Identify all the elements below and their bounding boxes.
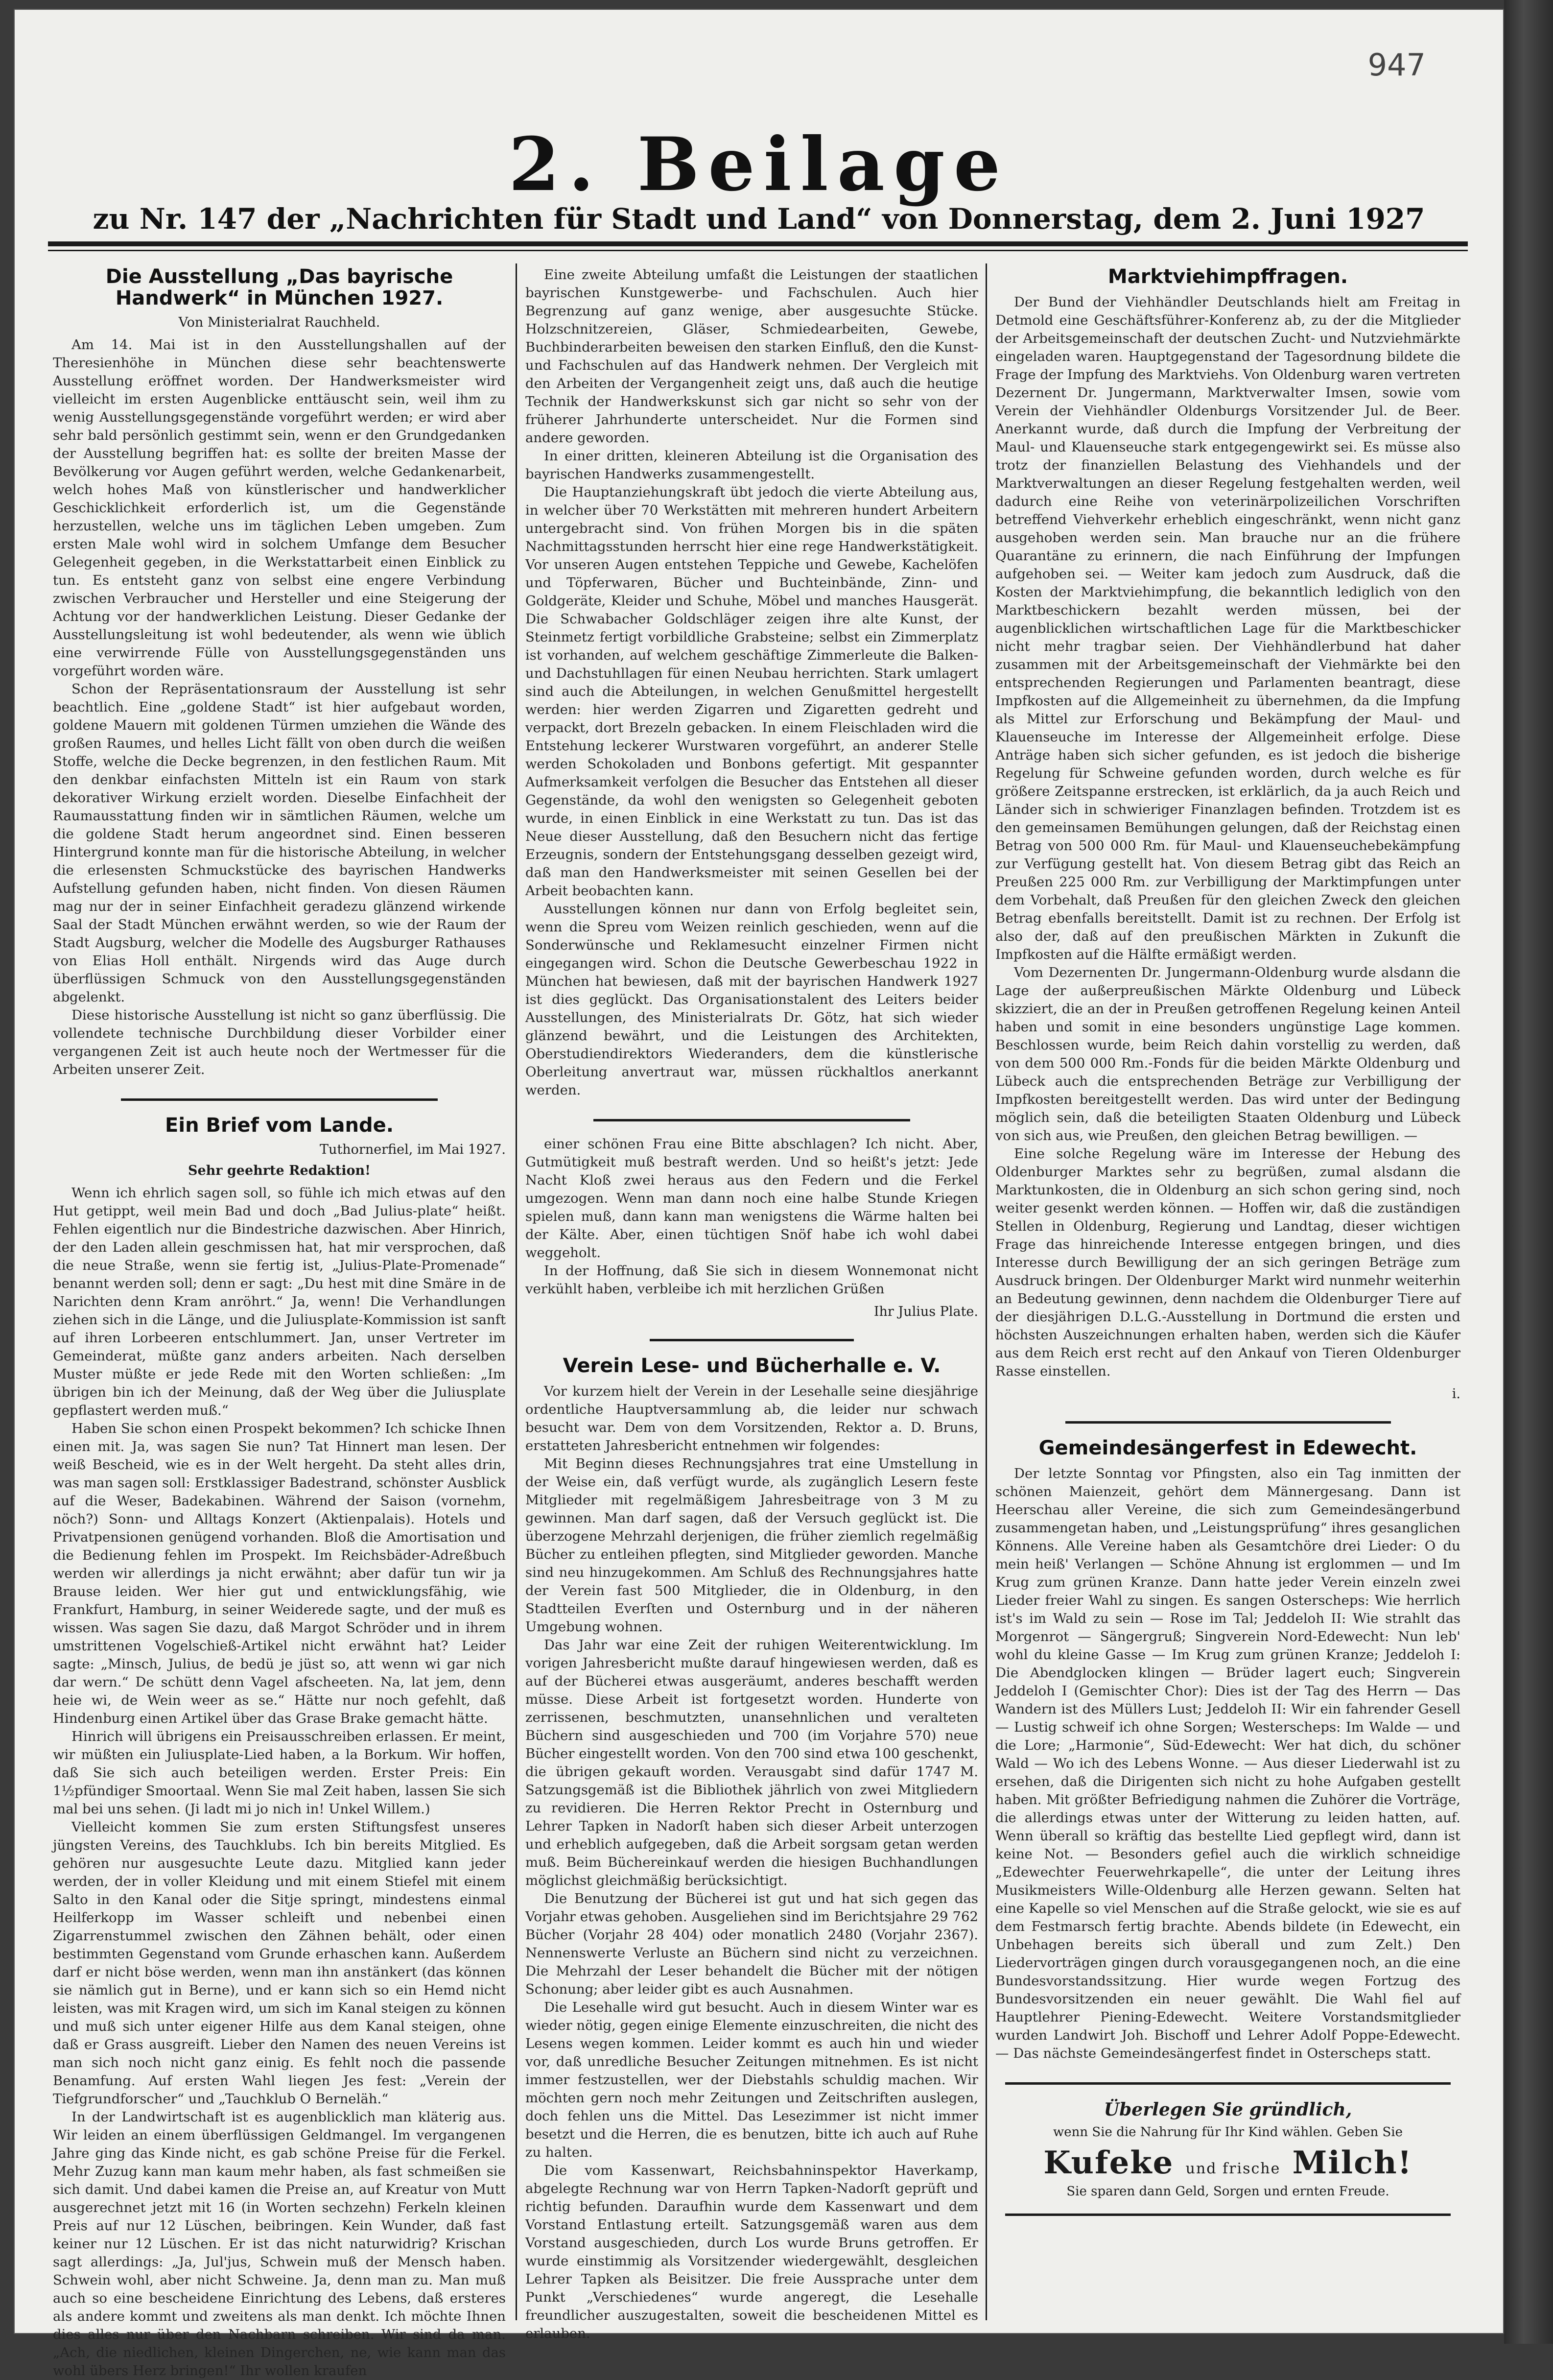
ad-tagline: Sie sparen dann Geld, Sorgen und ernten Freude. — [1066, 2184, 1389, 2199]
article-paragraph: Das Jahr war eine Zeit der ruhigen Weiterentwicklung. Im vorigen Jahresbericht mußte darauf hingewiesen werden, daß es auf der Bücherei etwas ausgeräumt, anderes beschafft werden müsse. Diese Arbeit ist fortgesetzt worden. Hunderte von zerrissenen, beschmutzten, unansehnlichen und veralteten Büchern sind ausgeschieden und 700 (im Vorjahre 570) neue Bücher eingestellt worden. Von den 700 sind etwa 100 geschenkt, die übrigen gekauft worden. Verausgabt sind dafür 1747 M. Satzungsgemäß ist die Bibliothek jährlich von zwei Mitgliedern zu revidieren. Die Herren Rektor Precht in Osternburg und Lehrer Tapken in Nadorſt haben sich dieser Arbeit unterzogen und erheblich aufgegeben, daß die Arbeit sorgsam getan werden muß. Beim Büchereinkauf werden die hiesigen Buchhandlungen möglichst gleichmäßig berücksichtigt. — [525, 1637, 978, 1888]
ad-product: Milch! — [1292, 2144, 1412, 2181]
article-exhibition-continued — [525, 266, 978, 1099]
article-signature: i. — [1452, 1386, 1460, 1402]
article-paragraph: Der letzte Sonntag vor Pfingsten, also ein Tag inmitten der schönen Maienzeit, gehört dem Männergesang. Dann ist Heerschau aller Vereine, die sich zum Gemeindesängerbund zusammengetan haben, und „Leistungsprüfung“ ihres gesanglichen Könnens. Alle Vereine haben als Gesamtchöre drei Lieder: O du mein heiß' Verlangen — Schöne Ahnung ist erglommen — und Im Krug zum grünen Kranze. Dann hatte jeder Verein einzeln zwei Lieder freier Wahl zu singen. Es sangen Osterscheps: Wie herrlich ist's im Wald zu sein — Rose im Tal; Jeddeloh II: Wie strahlt das Morgenrot — Sängergruß; Singverein Nord-Edewecht: Nun leb' wohl du kleine Gasse — Im Krug zum grünen Kranze; Jeddeloh I: Die Abendglocken klingen — Brüder lagert euch; Singverein Jeddeloh I (Gemischter Chor): Dies ist der Tag des Herrn — Das Wandern ist des Müllers Lust; Jeddeloh II: Wir ein fahrender Gesell — Lustig schweif ich ohne Sorgen; Westerscheps: Im Walde — und die Lore; „Harmonie“, Süd-Edewecht: Wer hat dich, du schöner Wald — Wo ich des Lebens Wonne. — Aus dieser Liederwahl ist zu ersehen, daß die Dirigenten sich nicht zu hohe Aufgaben gestellt haben. Mit größter Befriedigung nahmen die Zuhörer die Vorträge, die allerdings etwas unter der Witterung zu leiden hatten, auf. Wenn überall so kräftig das bestellte Lied gepflegt wird, dann ist keine Not. — Besonders gefiel auch die wirklich schneidige „Edewechter Feuerwehrkapelle“, die unter der Leitung ihres Musikmeisters Wille-Oldenburg alle Herzen gewann. Selten hat eine Kapelle so viel Menschen auf die Straße gelockt, wie sie es auf dem Festmarsch fertig brachte. Abends bildete (in Edewecht, ein Unbehagen bereits sich überall und zum Zelt.) Den Liedervorträgen gingen durch vorausgegangenen noch, an die eine Bundesvorstandssitzung. Hier wurde wegen Fortzug des Bundesvorsitzenden ein neuer gewählt. Die Wahl fiel auf Hauptlehrer Piening-Edewecht. Weitere Vorstandsmitglieder wurden Landwirt Joh. Bischoff und Lehrer Adolf Poppe-Edewecht. — Das nächste Gemeindesängerfest findet in Osterscheps statt. — [995, 1466, 1460, 2061]
article-paragraph: Ausstellungen können nur dann von Erfolg begleitet sein, wenn die Spreu vom Weizen reinlich geschieden, wenn auf die Sonderwünsche und Reklamesucht einzelner Firmen nicht eingegangen wird. Schon die Deutsche Gewerbeschau 1922 in München hat bewiesen, daß mit der bayrischen Handwerk 1927 ist dies geglückt. Das Organisationstalent des Leiters beider Ausstellungen, des Ministerialrats Dr. Götz, hat sich wieder glänzend bewährt, und die Leistungen des Architekten, Oberstudiendirektors Wiederanders, dem die künstlerische Oberleitung anvertraut war, müssen rückhaltlos anerkannt werden. — [525, 901, 978, 1098]
article-vaccination — [995, 266, 1460, 1402]
article-separator — [593, 1119, 911, 1121]
article-paragraph: In der Landwirtschaft ist es augenblicklich man kläterig aus. Wir leiden an einem überflüssigen Geldmangel. Im vergangenen Jahre ging das Kinde nicht, es gab schöne Preise für die Ferkel. Mehr Zuzug kann man kaum mehr haben, als fast schmeißen sie sich damit. Und dabei kamen die Preise an, auf Kreatur von Mutt ausgerechnet jetzt mit 16 (in Worten sechzehn) Ferkeln kleinen Preis auf nur 12 Lüschen, beibringen. Kein Wunder, daß fast keiner nur 12 Lüschen. Er ist das nicht naturwidrig? Krischan sagt allerdings: „Ja, Jul'jus, Schwein muß der Mensch haben. Schwein wohl, aber nicht Schweine. Ja, denn man zu. Man muß auch so eine bescheidene Einrichtung des Lebens, daß ersteres als andere kommt und zweitens als man denkt. Ich möchte Ihnen dies alles nur über den Nachbarn schreiben. Wir sind da man. „Ach, die niedlichen, kleinen Dingerchen, ne, wie kann man das wohl übers Herz bringen!“ Ihr wollen kraufen — [53, 2109, 506, 2379]
ad-text: wenn Sie die Nahrung für Ihr Kind wählen. Geben Sie — [1053, 2125, 1403, 2140]
article-letter — [53, 1115, 506, 2380]
article-singing-festival — [995, 1437, 1460, 2063]
article-paragraph: Schon der Repräsentationsraum der Ausstellung ist sehr beachtlich. Eine „goldene Stadt“ ist hier aufgebaut worden, goldene Mauern mit goldenen Türmen umziehen die Wände des großen Raumes, und helles Licht fällt von oben durch die weißen Stoffe, welche die Decke begrenzen, in den festlichen Raum. Mit den denkbar einfachsten Mitteln ist ein Raum von stark dekorativer Wirkung erzielt worden. Dieselbe Einfachheit der Raumausstattung finden wir in sämtlichen Räumen, welche um die goldene Stadt herum angeordnet sind. Einen besseren Hintergrund konnte man für die historische Abteilung, in welcher die erlesensten Schmuckstücke des bayrischen Handwerks Aufstellung gefunden haben, nicht finden. Von diesen Räumen mag nur der in seiner Einfachheit geradezu glänzend wirkende Saal der Stadt München erwähnt werden, so wie der Raum der Stadt Augsburg, welcher die Modelle des Augsburger Rathauses von Elias Holl enthält. Nirgends wird das Auge durch überflüssigen Schmuck von den Ausstellungsgegenständen abgelenkt. — [53, 681, 506, 1005]
ad-brand-connector: und frische — [1185, 2160, 1281, 2177]
article-paragraph: Haben Sie schon einen Prospekt bekommen? Ich schicke Ihnen einen mit. Ja, was sagen Sie nun? Tat Hinnert man lesen. Der weiß Bescheid, wie es in der Welt hergeht. Da steht alles drin, was man sagen soll: Erstklassiger Badestrand, schönster Ausblick auf die Weser, Badekabinen. Während der Saison (vornehm, nöch?) Sonn- und Alltags Konzert (Aktienpalais). Hotels und Privatpensionen genügend vorhanden. Bloß die Amortisation und die Bedienung fehlen im Prospekt. Im Reichsbäder-Adreßbuch werden wir allerdings ja nicht erwähnt; aber dafür tun wir ja Brause leiden. Wer hier gut und entwicklungsfähig, wie Frankfurt, Hamburg, in seiner Weiderede sagte, und der muß es wissen. Was sagen Sie dazu, daß Margot Schröder und in ihrem umstrittenen Vogelschieß-Artikel nicht erwähnt hat? Leider sagte: „Minsch, Julius, de bedü je jüst so, att wenn wi gar nich dar wern.“ De schütt denn Vagel afscheeten. Na, lat jem, denn heie wi, de Wein weer as se.“ Hätte nur noch gefehlt, daß Hindenburg einen Artikel über das Grase Brake gemacht hätte. — [53, 1421, 506, 1726]
article-separator — [1065, 1421, 1391, 1424]
article-paragraph: Der Bund der Viehhändler Deutschlands hielt am Freitag in Detmold eine Geschäftsführer-Konferenz ab, zu der die Mitglieder der Arbeitsgemeinschaft der deutschen Zucht- und Nutzviehmärkte eingeladen waren. Hauptgegenstand der Tagesordnung bildete die Frage der Impfung des Marktviehs. Von Oldenburg waren vertreten Dezernent Dr. Jungermann, Marktverwalter Imsen, sowie vom Verein der Viehhändler Oldenburgs Vorsitzender Jul. de Beer. Anerkannt wurde, daß durch die Impfung der Verbreitung der Maul- und Klauenseuche stark entgegengewirkt sei. Es müsse also trotz der finanziellen Belastung des Viehhandels und der Marktverwaltungen an dieser Regelung festgehalten werden, weil dadurch eine Reihe von veterinärpolizeilichen Vorschriften betreffend Viehverkehr erheblich eingeschränkt, wenn nicht ganz ausgehoben werden sein. Man brauche nur an die frühere Quarantäne zu erinnern, die nach Einführung der Impfungen aufgehoben sei. — Weiter kam jedoch zum Ausdruck, daß die Kosten der Marktviehimpfung, die bekanntlich lediglich von den Marktbeschickern bezahlt werden müssen, bei der augenblicklichen wirtschaftlichen Lage für die Marktbeschicker nicht mehr tragbar seien. Der Viehhändlerbund hat daher zusammen mit der Arbeitsgemeinschaft der Viehmärkte bei den entsprechenden Regierungen und Parlamenten beantragt, diese Impfkosten auf die Allgemeinheit zu übernehmen, da die Impfung als Mittel zur Erforschung und Bekämpfung der Maul- und Klauenseuche im Interesse der Allgemeinheit erfolge. Diese Anträge haben sich sicher gefunden, es ist jedoch die bisherige Regelung für Schweine gefunden worden, durch welche es für größere Zeitspanne erstrecken, ist erklärlich, da ja auch Reich und Länder sich in schwieriger Finanzlagen befinden. Trotzdem ist es den gemeinsamen Bemühungen gelungen, daß der Reichstag einen Betrag von 500 000 Rm. für Maul- und Klauenseuchebekämpfung zur Verfügung gestellt hat. Von diesem Betrag gibt das Reich an Preußen 225 000 Rm. zur Verbilligung der Marktimpfungen unter dem Vorbehalt, daß Preußen für den gleichen Zweck den gleichen Betrag ebenfalls bereitstellt. Damit ist zu rechnen. Der Erfolg ist also der, daß auf den preußischen Märkten in Zukunft die Impfkosten auf die Hälfte ermäßigt werden. — [995, 294, 1460, 962]
ad-brand: Kufeke — [1043, 2144, 1174, 2181]
article-paragraph: Diese historische Ausstellung ist nicht so ganz überflüssig. Die vollendete technische Durchbildung dieser Vorbilder einer vergangenen Zeit ist auch heute noch der Wertmesser für die Arbeiten unserer Zeit. — [53, 1007, 506, 1077]
ad-brand-line — [1010, 2144, 1446, 2181]
article-paragraph: Die Benutzung der Bücherei ist gut und hat sich gegen das Vorjahr etwas gehoben. Ausgeliehen sind im Berichtsjahre 29 762 Bücher (Vorjahr 28 404) oder monatlich 2480 (Vorjahr 2367). Nennenswerte Verluste an Büchern sind nicht zu verzeichnen. Die Mehrzahl der Leser behandelt die Bücher mit der nötigen Schonung; aber leider gibt es auch Ausnahmen. — [525, 1891, 978, 1997]
column-divider-1 — [516, 263, 517, 2320]
newspaper-page — [14, 9, 1504, 2379]
article-headline: Marktviehimpffragen. — [1107, 265, 1348, 288]
column-middle — [525, 266, 979, 2341]
supplement-subtitle: zu Nr. 147 der „Nachrichten für Stadt und Land“ von Donnerstag, dem 2. Juni 1927 — [93, 202, 1425, 236]
article-library — [525, 1355, 978, 2343]
article-paragraph: In einer dritten, kleineren Abteilung ist die Organisation des bayrischen Handwerks zusammengestellt. — [525, 448, 978, 482]
article-paragraph: einer schönen Frau eine Bitte abschlagen? Ich nicht. Aber, Gutmütigkeit muß bestraft werden. Und so heißt's jetzt: Jede Nacht Kloß zwei heraus aus den Federn und die Ferkel umgezogen. Wenn man dann noch eine halbe Stunde Kriegen spielen muß, dann kann man wenigstens die Wärme halten bei der Kälte. Aber, einen tüchtigen Snöf habe ich wohl dabei weggeholt. — [525, 1136, 978, 1261]
article-dateline: Tuthornerfiel, im Mai 1927. — [320, 1142, 506, 1157]
article-headline: Gemeindesängerfest in Edewecht. — [1038, 1437, 1417, 1459]
supplement-title: 2. Beilage — [508, 121, 1010, 208]
letter-salutation: Sehr geehrte Redaktion! — [188, 1163, 371, 1178]
header-rule-thick — [48, 241, 1468, 246]
article-exhibition — [53, 266, 506, 1079]
article-paragraph: Die Lesehalle wird gut besucht. Auch in diesem Winter war es wieder nötig, gegen einige Elemente einzuschreiten, die nicht des Lesens wegen kommen. Leider kommt es auch hin und wieder vor, daß unredliche Besucher Zeitungen mitnehmen. Es ist nicht immer festzustellen, wer der Diebstahls schuldig machen. Wir möchten gern noch mehr Zeitungen und Zeitschriften auslegen, doch fehlen uns die Mittel. Das Lesezimmer ist nicht immer besetzt und die Herren, die es benutzen, bitte ich auch auf Ruhe zu halten. — [525, 1999, 979, 2160]
article-paragraph: Hinrich will übrigens ein Preisausschreiben erlassen. Er meint, wir müßten ein Juliusplate-Lied haben, a la Borkum. Wir hoffen, daß Sie sich auch beteiligen werden. Erster Preis: Ein 1½pfündiger Smoortaal. Wenn Sie mal Zeit haben, lassen Sie sich mal bei uns sehen. (Ji ladt mi jo nich in! Unkel Willem.) — [53, 1729, 506, 1817]
advertisement-kufeke — [1005, 2082, 1451, 2216]
article-headline: Die Ausstellung „Das bayrische Handwerk“ in München 1927. — [105, 265, 453, 309]
column-right — [995, 266, 1460, 2320]
article-headline: Verein Lese- und Bücherhalle e. V. — [563, 1355, 941, 1377]
article-separator — [121, 1098, 438, 1101]
article-paragraph: Am 14. Mai ist in den Ausstellungshallen auf der Theresienhöhe in München diese sehr beachtenswerte Ausstellung eröffnet worden. Der Handwerksmeister wird vielleicht im ersten Augenblicke enttäuscht sein, weil ihm zu wenig Ausstellungsgegenstände vorgeführt werden; er wird aber sehr bald persönlich gestimmt sein, wenn er den Grundgedanken der Ausstellung begriffen hat: es sollte der breiten Masse der Bevölkerung vor Augen geführt werden, welche Gedankenarbeit, welch hohes Maß von künstlerischer und handwerklicher Geschicklichkeit erforderlich ist, um die Gegenstände herzustellen, welche uns im täglichen Leben umgeben. Zum ersten Male wohl wird in solchem Umfange dem Besucher Gelegenheit gegeben, in die Werkstattarbeit einen Einblick zu tun. Es entsteht ganz von selbst eine engere Verbindung zwischen Verbraucher und Hersteller und eine Steigerung der Achtung vor der handwerklichen Leistung. Dieser Gedanke der Ausstellungsleitung ist wohl bedeutender, als wenn wie üblich eine verwirrende Fülle von Ausstellungsgegenständen uns vorgeführt worden wäre. — [53, 337, 506, 679]
article-separator — [650, 1339, 853, 1341]
article-paragraph: Eine solche Regelung wäre im Interesse der Hebung des Oldenburger Marktes sehr zu begrüßen, zumal alsdann die Marktunkosten, die in Oldenburg an sich schon gering sind, noch weiter gesenkt werden können. — Hoffen wir, daß die zuständigen Stellen in Oldenburg, Regierung und Landtag, dieser wichtigen Frage das hinreichende Interesse entgegen bringen, und dies Interesse durch Bewilligung der an sich geringen Beträge zum Ausdruck bringen. Der Oldenburger Markt wird nunmehr weiterhin an Bedeutung gewinnen, denn nachdem die Oldenburger Tiere auf der diesjährigen D.L.G.-Ausstellung in Dortmund die ersten und höchsten Auszeichnungen erhalten haben, werden sich die Käufer aus dem Reich erst recht auf den Ankauf von Tieren Oldenburger Rasse einstellen. — [995, 1146, 1460, 1379]
column-divider-2 — [986, 263, 987, 2320]
article-paragraph: Vielleicht kommen Sie zum ersten Stiftungsfest unseres jüngsten Vereins, des Tauchklubs. Ich bin bereits Mitglied. Es gehören nur ausgesuchte Leute dazu. Mitglied kann jeder werden, der in voller Kleidung und mit einem Stiefel mit einem Salto in den Kanal oder die Sitje springt, mindestens einmal Heilferkopp im Wasser schleift und nebenbei einen Zigarrenstummel zwischen den Zähnen behält, oder einen bestimmten Gegenstand vom Grunde erhaschen kann. Außerdem darf er nicht böse werden, wenn man ihn anstänkert (das können sie nämlich gut in Berne), und er kann sich so ein Hemd nicht leisten, was mit Kragen wird, um sich im Kanal steigen zu können und muß sich unter eigener Hilfe aus dem Kanal steigen, ohne daß er Grass ausgreift. Lieber den Namen des neuen Vereins ist man sich noch nicht ganz einig. Es fehlt noch die passende Benamfung. Auf ersten Wahl liegen Jes fest: „Verein der Tiefgrundforscher“ und „Tauchklub O Berneläh.“ — [53, 1819, 506, 2107]
article-paragraph: Wenn ich ehrlich sagen soll, so fühle ich mich etwas auf den Hut getippt, weil mein Bad und doch „Bad Julius-plate“ heißt. Fehlen eigentlich nur die Bindestriche dazwischen. Aber Hinrich, der den Laden allein geschmissen hat, hat mir versprochen, daß die neue Straße, wenn sie fertig ist, „Julius-Plate-Promenade“ benannt werden soll; denn er sagt: „Du hest mit dine Smäre in de Narichten denn Kram anröhrt.“ Ja, wenn! Die Verhandlungen ziehen sich in die Länge, und die Juliusplate-Kommission ist sanft auf ihren Lorbeeren entschlummert. Jan, unser Vertreter im Gemeinderat, müßte ganz anders arbeiten. Nach derselben Muster müßte er jede Rede mit den Worten schließen: „Im übrigen bin ich der Meinung, daß der Weg über die Juliusplate gepflastert werden muß.“ — [53, 1185, 506, 1418]
ad-headline: Überlegen Sie gründlich, — [1104, 2099, 1352, 2120]
article-paragraph: In der Hoffnung, daß Sie sich in diesem Wonnemonat nicht verkühlt haben, verbleibe ich mit herzlichen Grüßen — [525, 1263, 978, 1297]
article-paragraph: Eine zweite Abteilung umfaßt die Leistungen der staatlichen bayrischen Kunstgewerbe- und Fachschulen. Auch hier Begrenzung auf ganz wenige, aber ausgesuchte Stücke. Holzschnitzereien, Gläser, Schmiedearbeiten, Gewebe, Buchbinderarbeiten beweisen den starken Einfluß, den die Kunst- und Fachschulen auf das Handwerk nehmen. Der Vergleich mit den Arbeiten der Vergangenheit zeigt uns, daß auch die heutige Technik der Handwerkskunst sich gar nicht so sehr von der früherer Jahrhunderte unterscheidet. Nur die Formen sind andere geworden. — [525, 267, 978, 446]
article-paragraph: Vor kurzem hielt der Verein in der Lesehalle seine diesjährige ordentliche Hauptversammlung ab, die leider nur schwach besucht war. Dem von dem Vorsitzenden, Rektor a. D. Bruns, erstatteten Jahresbericht entnehmen wir folgendes: — [525, 1383, 978, 1453]
book-binding-edge — [1504, 0, 1553, 2344]
header-rule-thin — [48, 250, 1468, 251]
article-paragraph: Vom Dezernenten Dr. Jungermann-Oldenburg wurde alsdann die Lage der außerpreußischen Märkte Oldenburg und Lübeck skizziert, die an der in Preußen getroffenen Regelung keinen Anteil haben und somit in eine besonders ungünstige Lage kommen. Beschlossen wurde, beim Reich dahin vorstellig zu werden, daß von dem 500 000 Rm.-Fonds für die beiden Märkte Oldenburg und Lübeck auch die entsprechenden Beträge zur Verbilligung der Impfkosten bereitgestellt werden. Das wird unter der Bedingung möglich sein, daß die beteiligten Staaten Oldenburg und Lübeck von sich aus, wie Preußen, den gleichen Betrag bewilligen. — — [995, 965, 1460, 1143]
article-paragraph: Mit Beginn dieses Rechnungsjahres trat eine Umstellung in der Weise ein, daß verfügt wurde, als zugänglich Lesern feste Mitglieder mit regelmäßigem Jahresbeitrage von 3 M zu gewinnen. Man darf sagen, daß der Versuch geglückt ist. Die überzogene Mehrzahl derjenigen, die früher ziemlich regelmäßig Bücher zu entleihen pflegten, sind Mitglieder geworden. Manche sind neu hinzugekommen. Am Schluß des Rechnungsjahres hatte der Verein fast 500 Mitglieder, die in Oldenburg, in den Stadtteilen Everſten und Osternburg und in der näheren Umgebung wohnen. — [525, 1456, 978, 1635]
article-headline: Ein Brief vom Lande. — [165, 1114, 394, 1137]
article-paragraph: Die vom Kassenwart, Reichsbahninspektor Haverkamp, abgelegte Rechnung war von Herrn Tapken-Nadorſt geprüft und richtig befunden. Daraufhin wurde dem Kassenwart und dem Vorstand Entlastung erteilt. Satzungsgemäß waren aus dem Vorstand ausgeschieden, durch Los wurde Bruns getroffen. Er wurde einstimmig als Vorsitzender wiedergewählt, desgleichen Lehrer Tapken als Beisitzer. Die freie Aussprache unter dem Punkt „Verschiedenes“ wurde angeregt, die Lesehalle freundlicher auszugestalten, soweit die bescheidenen Mittel es erlauben. — [525, 2163, 978, 2341]
page-number: 947 — [1367, 47, 1426, 83]
letter-signature: Ihr Julius Plate. — [873, 1304, 978, 1319]
article-byline: Von Ministerialrat Rauchheld. — [178, 315, 380, 330]
article-letter-continued — [525, 1135, 978, 1319]
article-paragraph: Die Hauptanziehungskraft übt jedoch die vierte Abteilung aus, in welcher über 70 Werkstätten mit mehreren hundert Arbeitern untergebracht sind. Von frühen Morgen bis in die späten Nachmittagsstunden herrscht hier eine rege Handwerkstätigkeit. Vor unseren Augen entstehen Teppiche und Gewebe, Kachelöfen und Töpferwaren, Bücher und Buchteinbände, Zinn- und Goldgeräte, Kleider und Schuhe, Möbel und manches Hausgerät. Die Schwabacher Goldschläger zeigen ihre alte Kunst, der Steinmetz fertigt vorbildliche Grabsteine; selbst ein Zimmerplatz ist vorhanden, auf welchem geschäftige Zimmerleute die Balken- und Dachstuhllagen für einen Neubau herrichten. Stark umlagert sind auch die Abteilungen, in welchen Genußmittel hergestellt werden: hier werden Zigarren und Zigaretten gedreht und verpackt, dort Brezeln gebacken. In einem Fleischladen wird die Entstehung leckerer Wurstwaren vorgeführt, an anderer Stelle werden Schokoladen und Bonbons gefertigt. Mit gespannter Aufmerksamkeit verfolgen die Besucher das Entstehen all dieser Gegenstände, da wohl den wenigsten so Gelegenheit geboten wurde, in einen Einblick in eine Werkstatt zu tun. Das ist das Neue dieser Ausstellung, daß den Besuchern nicht das fertige Erzeugnis, sondern der Entstehungsgang desselben gezeigt wird, daß man den Handwerksmeister mit seinen Gesellen bei der Arbeit beobachten kann. — [525, 484, 978, 899]
column-left — [53, 265, 506, 2379]
